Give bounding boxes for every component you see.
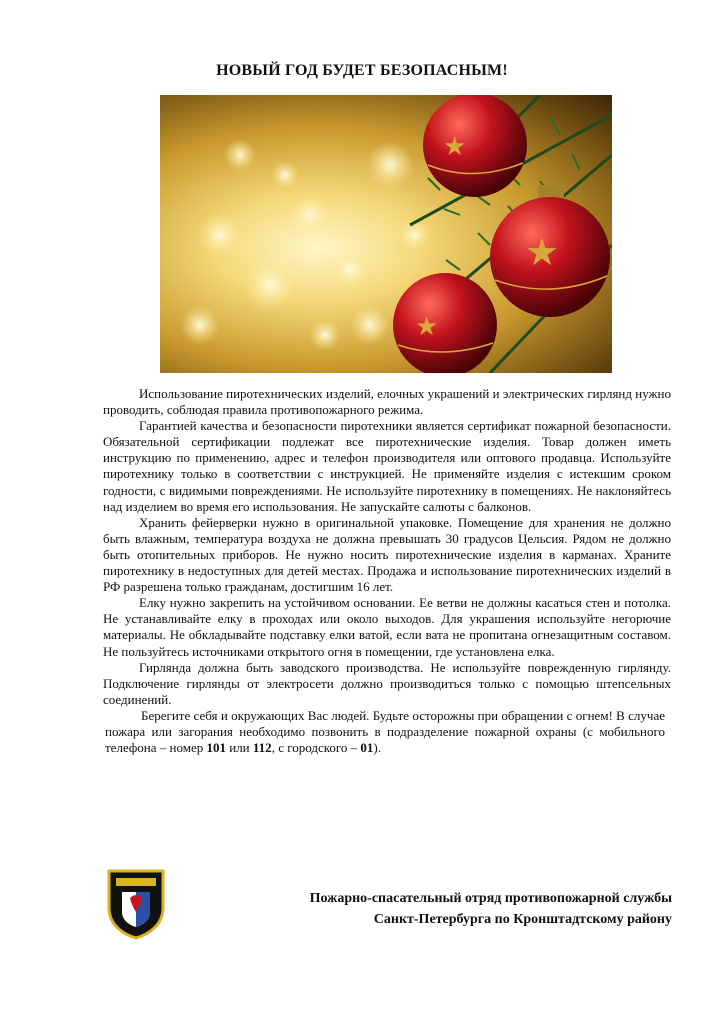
body-text: [103, 386, 671, 756]
conjunction-or: или: [225, 740, 253, 756]
mobile-number-112: 112: [252, 740, 272, 756]
paragraph: Использование пиротехнических изделий, елочных украшений и электрических гирлянд нужно проводить, соблюдая правила противопожарного режима.: [103, 386, 671, 418]
red-ornament-bottom: [393, 273, 497, 373]
landline-number-01: 01: [360, 740, 374, 756]
emergency-text-start: Берегите себя и окружающих Вас людей. Будьте осторожны при обращении с огнем! В случае пожара или загорания необходимо позвонить в подразделение пожарной охраны (с мобильного телефона – номер: [105, 707, 665, 756]
emergency-text-end: ).: [373, 740, 381, 756]
red-ornament-right: [490, 185, 610, 317]
mobile-number-101: 101: [206, 740, 226, 756]
emergency-paragraph: [103, 708, 671, 756]
red-ornament-top: [423, 95, 527, 197]
christmas-ornaments-photo: [160, 95, 612, 373]
svg-text:★: ★: [525, 232, 560, 274]
svg-text:★: ★: [415, 312, 439, 341]
paragraph: Хранить фейерверки нужно в оригинальной упаковке. Помещение для хранения не должно быть влажным, температура воздуха не должна превышать 30 градусов Цельсия. Рядом не должно быть отопительных приборов. Не нужно носить пиротехнические изделия в карманах. Храните пиротехнику в недоступных для детей местах. Продажа и использование пиротехнических изделий в РФ разрешена только гражданам, достигшим 16 лет.: [103, 514, 671, 595]
page-title: НОВЫЙ ГОД БУДЕТ БЕЗОПАСНЫМ!: [216, 62, 508, 79]
emergency-text-middle: , с городского –: [271, 740, 361, 756]
footer-line-1: Пожарно-спасательный отряд противопожарной службы: [309, 891, 672, 906]
paragraph: Гарантией качества и безопасности пиротехники является сертификат пожарной безопасности. Обязательной сертификации подлежат все пиротехнические изделия. Товар должен иметь инструкцию по применению, адрес и телефон производителя или оптового продавца. Используйте пиротехнику только в соответствии с инструкцией. Не применяйте изделия с истекшим сроком годности, с видимыми повреждениями. Не используйте пиротехнику в помещениях. Не наклоняйтесь над изделием во время его использования. Не запускайте салюты с балконов.: [103, 418, 671, 514]
fire-service-emblem-icon: [106, 868, 166, 940]
footer-organization: [310, 888, 672, 930]
paragraph: Елку нужно закрепить на устойчивом основании. Ее ветви не должны касаться стен и потолка. Не устанавливайте елку в проходах или около выходов. Для украшения используйте негорючие материалы. Не обкладывайте подставку елки ватой, если вата не пропитана огнезащитным составом. Не пользуйтесь источниками открытого огня в помещении, где установлена елка.: [103, 595, 671, 659]
paragraph: Гирлянда должна быть заводского производства. Не используйте поврежденную гирлянду. Подключение гирлянды от электросети должно производиться только с помощью штепсельных соединений.: [103, 659, 671, 707]
svg-text:★: ★: [443, 132, 467, 161]
footer-line-2: Санкт-Петербурга по Кронштадтскому району: [373, 912, 672, 927]
ornaments-illustration: [160, 95, 612, 373]
